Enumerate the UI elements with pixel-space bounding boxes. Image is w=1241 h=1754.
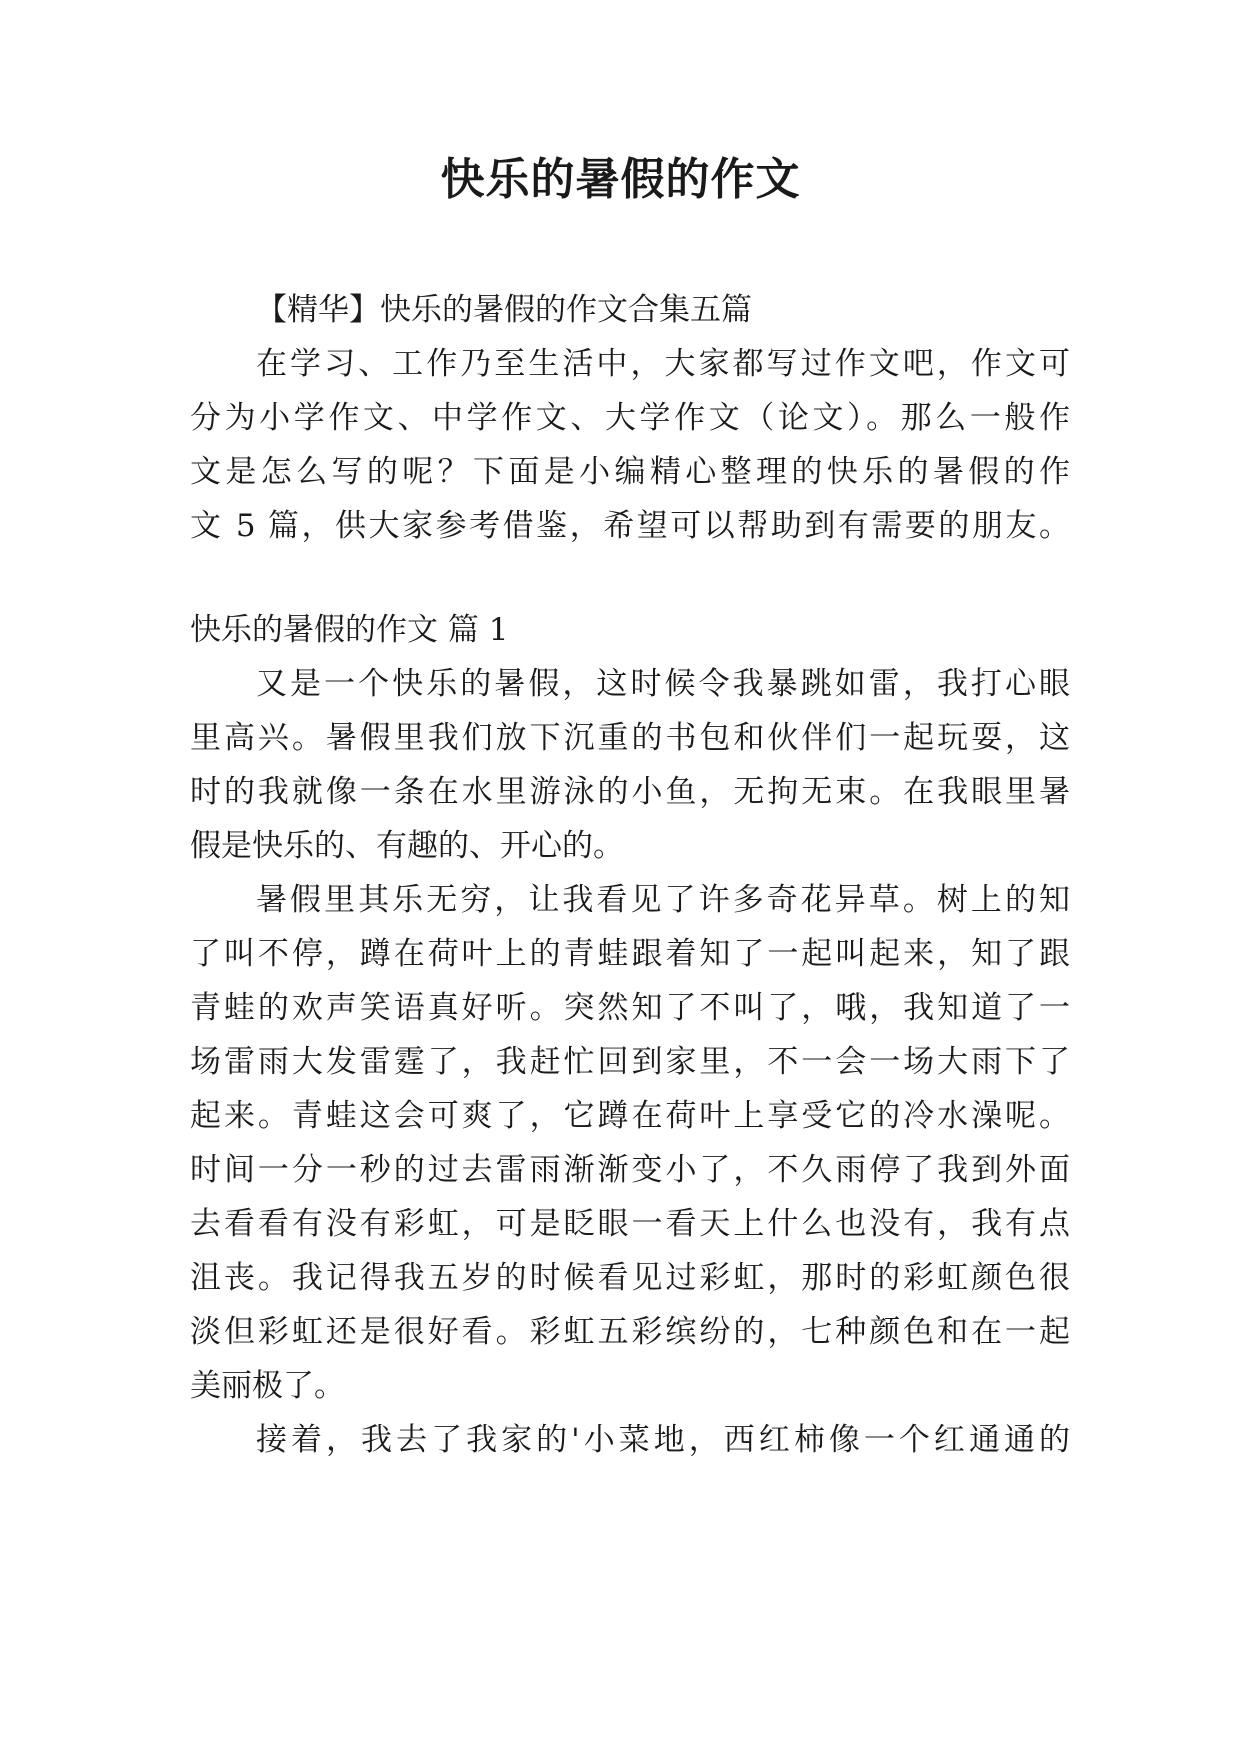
paragraph-line: 去看看有没有彩虹，可是眨眼一看天上什么也没有，我有点: [190, 1206, 1070, 1242]
paragraph-line: 淡但彩虹还是很好看。彩虹五彩缤纷的，七种颜色和在一起: [190, 1314, 1070, 1350]
paragraph-line: 青蛙的欢声笑语真好听。突然知了不叫了，哦，我知道了一: [190, 990, 1070, 1026]
paragraph-line: 暑假里其乐无穷，让我看见了许多奇花异草。树上的知: [256, 882, 1070, 918]
intro-line: 文是怎么写的呢？下面是小编精心整理的快乐的暑假的作: [190, 454, 1070, 490]
document-title: 快乐的暑假的作文: [440, 154, 801, 205]
paragraph-line: 时的我就像一条在水里游泳的小鱼，无拘无束。在我眼里暑: [190, 774, 1070, 810]
intro-line: 在学习、工作乃至生活中，大家都写过作文吧，作文可: [256, 346, 1070, 382]
paragraph-line: 假是快乐的、有趣的、开心的。: [190, 828, 624, 864]
paragraph-line: 场雷雨大发雷霆了，我赶忙回到家里，不一会一场大雨下了: [190, 1044, 1070, 1080]
paragraph-line: 时间一分一秒的过去雷雨渐渐变小了，不久雨停了我到外面: [190, 1152, 1070, 1188]
section-heading: 快乐的暑假的作文 篇 1: [190, 612, 509, 648]
document-subtitle: 【精华】快乐的暑假的作文合集五篇: [256, 292, 752, 328]
paragraph-line: 了叫不停，蹲在荷叶上的青蛙跟着知了一起叫起来，知了跟: [190, 936, 1070, 972]
paragraph-line: 又是一个快乐的暑假，这时候令我暴跳如雷，我打心眼: [256, 666, 1070, 702]
intro-line: 分为小学作文、中学作文、大学作文（论文）。那么一般作: [190, 400, 1070, 436]
paragraph-line: 起来。青蛙这会可爽了，它蹲在荷叶上享受它的冷水澡呢。: [190, 1098, 1070, 1134]
paragraph-line: 美丽极了。: [190, 1368, 345, 1404]
paragraph-line: 沮丧。我记得我五岁的时候看见过彩虹，那时的彩虹颜色很: [190, 1260, 1070, 1296]
intro-line: 文 5 篇，供大家参考借鉴，希望可以帮助到有需要的朋友。: [190, 508, 1070, 544]
paragraph-line: 接着，我去了我家的'小菜地，西红柿像一个红通通的: [256, 1422, 1070, 1458]
paragraph-line: 里高兴。暑假里我们放下沉重的书包和伙伴们一起玩耍，这: [190, 720, 1070, 756]
